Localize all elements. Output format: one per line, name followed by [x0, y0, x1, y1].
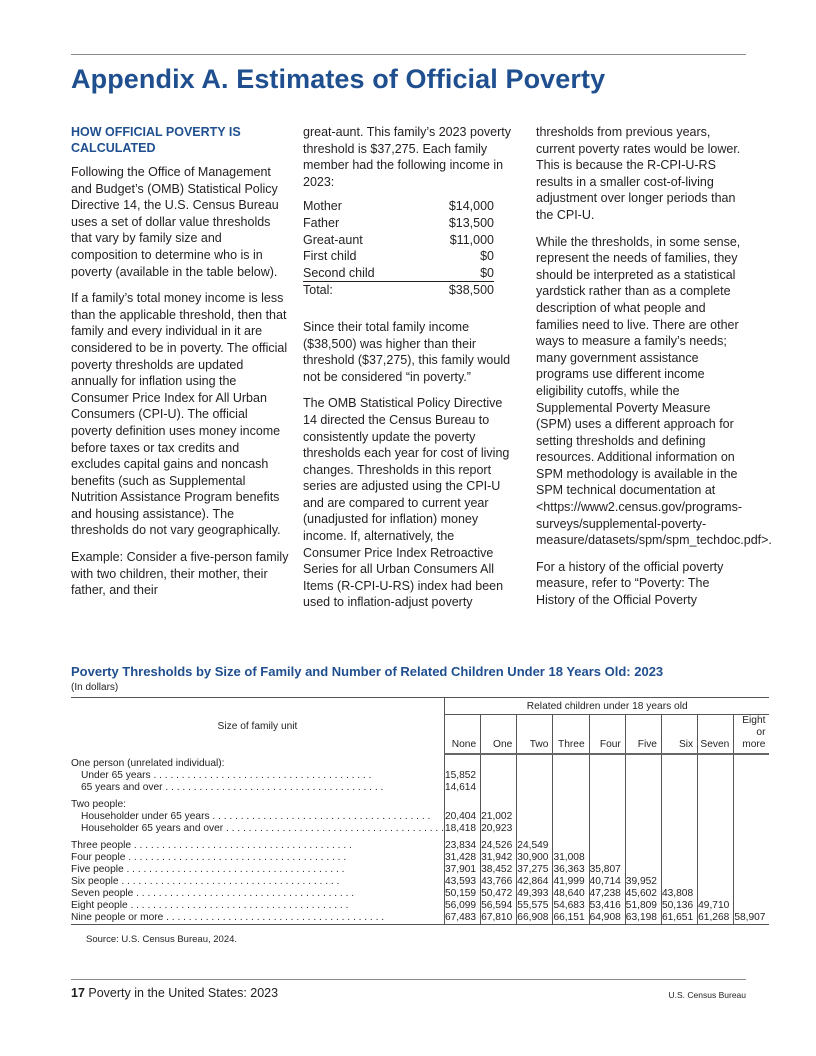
threshold-cell: 35,807: [589, 864, 625, 876]
threshold-cell: 43,766: [481, 876, 517, 888]
threshold-cell: [625, 811, 661, 823]
paragraph: The OMB Statistical Policy Directive 14 directed the Census Bureau to consistently update the poverty thresholds each year for cost of living changes. Thresholds in this report series are adjusted using the CPI-U and are compared to current year (unadjusted for inflation) money income. If, alternatively, the Consumer Price Index Retroactive Series for all Urban Consumers All Items (R-CPI-U-RS) index had been used to inflation-adjust poverty: [303, 396, 510, 610]
column-header: Three: [553, 715, 589, 755]
threshold-cell: [698, 888, 734, 900]
threshold-cell: [734, 782, 770, 794]
threshold-cell: [517, 823, 553, 835]
threshold-cell: 20,404: [444, 811, 480, 823]
threshold-cell: [698, 782, 734, 794]
table-row: [71, 900, 769, 912]
bottom-rule: [71, 979, 746, 980]
income-row: [303, 198, 494, 215]
threshold-cell: [625, 770, 661, 782]
top-rule: [71, 54, 746, 55]
member-amount: $14,000: [448, 199, 494, 214]
threshold-cell: [698, 811, 734, 823]
footer-title: [71, 986, 278, 1000]
threshold-cell: 24,526: [481, 840, 517, 852]
threshold-cell: 43,593: [444, 876, 480, 888]
threshold-cell: 67,483: [444, 912, 480, 925]
threshold-cell: [661, 782, 697, 794]
table-row: [71, 888, 769, 900]
threshold-cell: [589, 840, 625, 852]
column-header: One: [481, 715, 517, 755]
table-row: [71, 823, 769, 835]
row-label: [71, 840, 444, 852]
threshold-cell: 41,999: [553, 876, 589, 888]
threshold-cell: [589, 811, 625, 823]
threshold-cell: 36,363: [553, 864, 589, 876]
threshold-cell: [553, 811, 589, 823]
member-label: Second child: [303, 265, 420, 282]
member-amount: $0: [420, 265, 494, 282]
text-column-2: [303, 124, 515, 621]
member-label: Great-aunt: [303, 232, 363, 247]
threshold-cell: [481, 782, 517, 794]
threshold-cell: [734, 888, 770, 900]
row-label: [71, 852, 444, 864]
threshold-cell: [553, 782, 589, 794]
threshold-cell: 51,809: [625, 900, 661, 912]
threshold-cell: [661, 852, 697, 864]
row-label-text: Eight people: [71, 900, 128, 911]
income-total-row: [303, 282, 494, 299]
row-label: [71, 782, 444, 794]
member-label: Father: [303, 215, 340, 230]
threshold-cell: 61,651: [661, 912, 697, 925]
column-header: Two: [517, 715, 553, 755]
text-column-3: [536, 124, 772, 619]
threshold-cell: [625, 840, 661, 852]
threshold-cell: [661, 811, 697, 823]
threshold-cell: [734, 864, 770, 876]
income-row: [303, 215, 494, 232]
page-number: 17: [71, 986, 85, 1000]
table-title: Poverty Thresholds by Size of Family and Number of Related Children Under 18 Years Old: 2023: [71, 664, 664, 679]
table-row: [71, 912, 769, 925]
threshold-cell: 47,238: [589, 888, 625, 900]
row-label: [71, 888, 444, 900]
threshold-cell: [553, 840, 589, 852]
threshold-cell: [661, 840, 697, 852]
table-row: [71, 852, 769, 864]
row-label-text: Householder 65 years and over: [81, 823, 224, 834]
threshold-cell: [698, 852, 734, 864]
threshold-cell: 49,393: [517, 888, 553, 900]
group-label: One person (unrelated individual):: [71, 758, 225, 769]
threshold-cell: 67,810: [481, 912, 517, 925]
threshold-cell: [553, 770, 589, 782]
threshold-cell: [698, 864, 734, 876]
threshold-cell: [589, 823, 625, 835]
paragraph: Following the Office of Management and Budget’s (OMB) Statistical Policy Directive 14, the U.S. Census Bureau uses a set of dollar value thresholds that vary by family size and composition to determine who is in poverty (available in the table below).: [71, 165, 279, 279]
income-row: [303, 265, 494, 282]
threshold-cell: [698, 876, 734, 888]
threshold-cell: 38,452: [481, 864, 517, 876]
threshold-cell: 61,268: [698, 912, 734, 925]
leader-dots: . . . . . . . . . . . . . . . . . . . . . . . . . . . . . . . . . . . . . . .: [150, 770, 372, 781]
threshold-cell: 37,275: [517, 864, 553, 876]
column-header: Five: [625, 715, 661, 755]
threshold-cell: 50,472: [481, 888, 517, 900]
member-amount: $0: [480, 249, 494, 264]
member-amount: $13,500: [448, 215, 494, 230]
leader-dots: . . . . . . . . . . . . . . . . . . . . . . . . . . . . . . . . . . . . . . .: [163, 912, 385, 923]
column-header: Six: [661, 715, 697, 755]
threshold-cell: [517, 811, 553, 823]
total-label: Total:: [303, 283, 333, 298]
row-label: [71, 823, 444, 835]
row-header: Size of family unit: [71, 698, 444, 755]
row-label-text: Seven people: [71, 888, 134, 899]
threshold-cell: [481, 770, 517, 782]
leader-dots: . . . . . . . . . . . . . . . . . . . . . . . . . . . . . . . . . . . . . . .: [125, 852, 347, 863]
threshold-cell: 45,602: [625, 888, 661, 900]
group-label-row: [71, 754, 769, 770]
threshold-cell: 21,002: [481, 811, 517, 823]
threshold-cell: 55,575: [517, 900, 553, 912]
row-label-text: Householder under 65 years: [81, 811, 210, 822]
threshold-cell: 40,714: [589, 876, 625, 888]
threshold-cell: 58,907: [734, 912, 770, 925]
row-label: [71, 811, 444, 823]
threshold-cell: 56,594: [481, 900, 517, 912]
threshold-cell: [698, 770, 734, 782]
threshold-cell: 54,683: [553, 900, 589, 912]
threshold-cell: 50,136: [661, 900, 697, 912]
income-example-table: [303, 198, 494, 299]
threshold-cell: 43,808: [661, 888, 697, 900]
threshold-cell: [517, 782, 553, 794]
income-row: [303, 232, 494, 249]
report-title: Poverty in the United States: 2023: [88, 986, 279, 1000]
table-row: [71, 770, 769, 782]
threshold-cell: 14,614: [444, 782, 480, 794]
table-row: [71, 864, 769, 876]
threshold-cell: 20,923: [481, 823, 517, 835]
paragraph: For a history of the official poverty measure, refer to “Poverty: The History of the Official Poverty: [536, 559, 724, 608]
paragraph: While the thresholds, in some sense, represent the needs of families, they should be interpreted as a statistical yardstick rather than as a complete description of what people and families need to live. There are other ways to measure a family’s needs; many government assistance programs use different income eligibility cutoffs, while the Supplemental Poverty Measure (SPM) uses a different approach for setting thresholds and defining resources. Additional information on SPM methodology is available in the SPM technical documentation at <https://www2.census.gov/programs-surveys/supplemental-poverty-measure/datasets/spm/spm_techdoc.pdf>.: [536, 234, 772, 548]
threshold-cell: 37,901: [444, 864, 480, 876]
threshold-cell: [589, 782, 625, 794]
row-label: [71, 912, 444, 925]
table-row: [71, 811, 769, 823]
threshold-cell: [661, 876, 697, 888]
section-heading: HOW OFFICIAL POVERTY IS CALCULATED: [71, 125, 241, 155]
member-label: Mother: [303, 199, 342, 214]
threshold-cell: [625, 852, 661, 864]
leader-dots: . . . . . . . . . . . . . . . . . . . . . . . . . . . . . . . . . . . . . . .: [131, 840, 352, 851]
column-header: Eight or more: [734, 715, 770, 755]
threshold-cell: 66,908: [517, 912, 553, 925]
member-amount: $11,000: [449, 232, 494, 247]
threshold-cell: 24,549: [517, 840, 553, 852]
threshold-cell: [517, 770, 553, 782]
page-title: Appendix A. Estimates of Official Poverty: [71, 64, 606, 94]
table-unit: (In dollars): [71, 682, 119, 693]
threshold-cell: [625, 864, 661, 876]
row-label: [71, 900, 444, 912]
row-label: [71, 864, 444, 876]
threshold-cell: [734, 900, 770, 912]
group-label-row: [71, 799, 769, 811]
leader-dots: . . . . . . . . . . . . . . . . . . . . . . . . . . . . . . . . . . . . . . .: [209, 811, 431, 822]
leader-dots: . . . . . . . . . . . . . . . . . . . . . . . . . . . . . . . . . . . . . . .: [118, 876, 340, 887]
threshold-cell: [698, 823, 734, 835]
row-label: [71, 876, 444, 888]
column-header: Four: [589, 715, 625, 755]
row-label-text: Five people: [71, 864, 124, 875]
threshold-cell: [734, 840, 770, 852]
threshold-cell: 15,852: [444, 770, 480, 782]
income-row: [303, 248, 494, 265]
leader-dots: . . . . . . . . . . . . . . . . . . . . . . . . . . . . . . . . . . . . . . .: [162, 782, 384, 793]
threshold-cell: [661, 823, 697, 835]
threshold-cell: 48,640: [553, 888, 589, 900]
threshold-cell: [553, 823, 589, 835]
threshold-cell: [589, 770, 625, 782]
column-header: Seven: [698, 715, 734, 755]
threshold-cell: 23,834: [444, 840, 480, 852]
threshold-cell: 64,908: [589, 912, 625, 925]
row-label-text: 65 years and over: [81, 782, 163, 793]
threshold-cell: 63,198: [625, 912, 661, 925]
paragraph: If a family’s total money income is less than the applicable threshold, then that family and every individual in it are considered to be in poverty. The official poverty thresholds are updated annually for inflation using the Consumer Price Index for All Urban Consumers (CPI-U). The official poverty definition uses money income before taxes or tax credits and excludes capital gains and noncash benefits (such as Supplemental Nutrition Assistance Program benefits and housing assistance). The thresholds do not vary geographically.: [71, 291, 288, 538]
group-label: Two people:: [71, 799, 126, 810]
paragraph: Example: Consider a five-person family with two children, their mother, their father, and their: [71, 550, 289, 598]
threshold-cell: [661, 864, 697, 876]
threshold-cell: [661, 770, 697, 782]
threshold-cell: 53,416: [589, 900, 625, 912]
row-label-text: Six people: [71, 876, 119, 887]
threshold-cell: [589, 852, 625, 864]
leader-dots: . . . . . . . . . . . . . . . . . . . . . . . . . . . . . . . . . . . . . . .: [123, 864, 345, 875]
row-label-text: Nine people or more: [71, 912, 164, 923]
threshold-cell: 66,151: [553, 912, 589, 925]
threshold-cell: [625, 823, 661, 835]
threshold-cell: [734, 823, 770, 835]
threshold-cell: [734, 770, 770, 782]
row-label: [71, 770, 444, 782]
leader-dots: . . . . . . . . . . . . . . . . . . . . . . . . . . . . . . . . . . . . . . .: [223, 823, 444, 834]
paragraph: Since their total family income ($38,500) was higher than their threshold ($37,275), this family would not be considered “in poverty.”: [303, 319, 511, 384]
threshold-cell: [734, 811, 770, 823]
column-spanner: Related children under 18 years old: [444, 698, 769, 715]
threshold-cell: 42,864: [517, 876, 553, 888]
threshold-cell: 30,900: [517, 852, 553, 864]
threshold-cell: [625, 782, 661, 794]
row-label-text: Under 65 years: [81, 770, 151, 781]
text-column-1: [71, 124, 291, 609]
threshold-cell: 50,159: [444, 888, 480, 900]
threshold-cell: [698, 840, 734, 852]
paragraph: great-aunt. This family’s 2023 poverty threshold is $37,275. Each family member had the following income in 2023:: [303, 125, 511, 189]
member-label: First child: [303, 249, 357, 264]
table-row: [71, 782, 769, 794]
row-label-text: Four people: [71, 852, 126, 863]
threshold-cell: 31,008: [553, 852, 589, 864]
leader-dots: . . . . . . . . . . . . . . . . . . . . . . . . . . . . . . . . . . . . . . .: [133, 888, 355, 899]
total-amount: $38,500: [448, 283, 494, 298]
threshold-cell: 31,428: [444, 852, 480, 864]
threshold-cell: 31,942: [481, 852, 517, 864]
threshold-cell: [734, 876, 770, 888]
threshold-cell: 56,099: [444, 900, 480, 912]
table-source: Source: U.S. Census Bureau, 2024.: [86, 934, 238, 945]
threshold-cell: 49,710: [698, 900, 734, 912]
poverty-thresholds-table: [71, 697, 769, 925]
column-header: None: [444, 715, 480, 755]
leader-dots: . . . . . . . . . . . . . . . . . . . . . . . . . . . . . . . . . . . . . . .: [127, 900, 349, 911]
table-row: [71, 840, 769, 852]
table-row: [71, 876, 769, 888]
footer-agency: U.S. Census Bureau: [668, 990, 746, 1000]
threshold-cell: 39,952: [625, 876, 661, 888]
threshold-cell: [734, 852, 770, 864]
row-label-text: Three people: [71, 840, 132, 851]
threshold-cell: 18,418: [444, 823, 480, 835]
paragraph: thresholds from previous years, current poverty rates would be lower. This is because the R-CPI-U-RS results in a smaller cost-of-living adjustment over longer periods than the CPI-U.: [536, 125, 741, 222]
